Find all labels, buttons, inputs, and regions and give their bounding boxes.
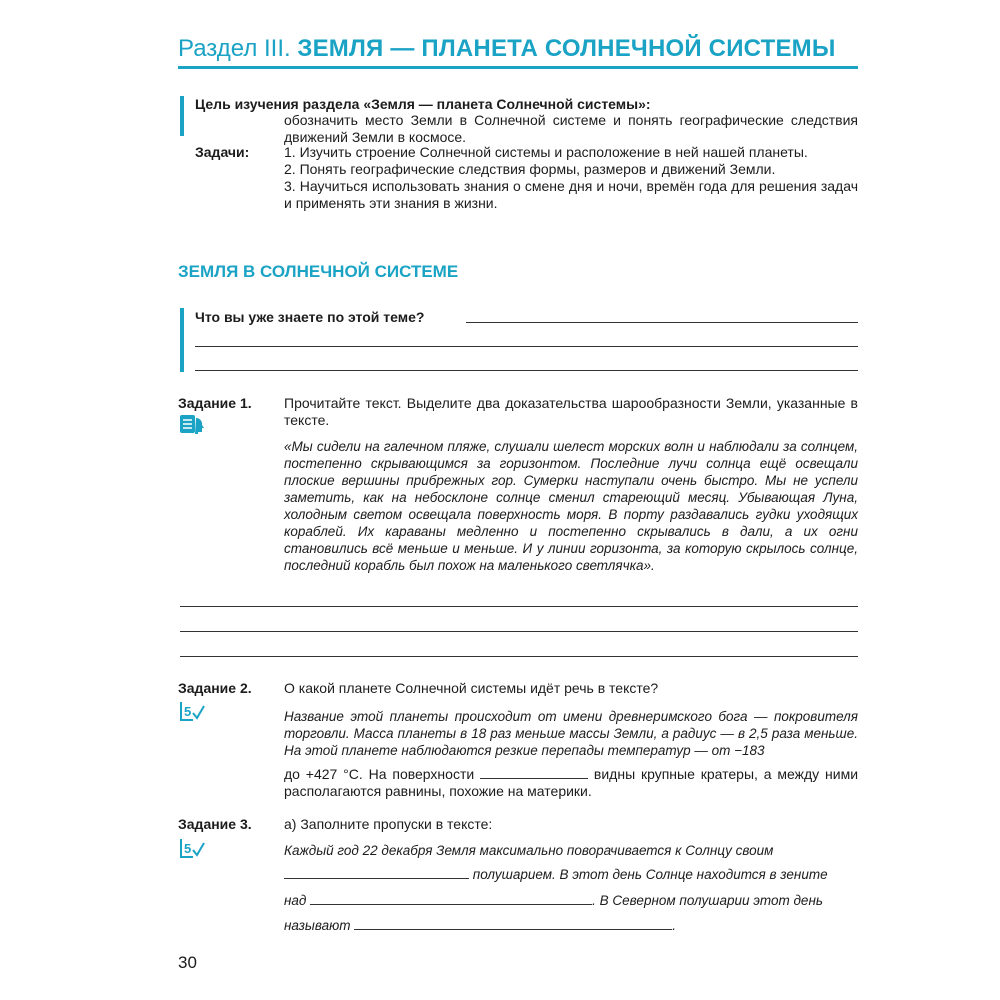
task2-text-part2a: до +427 °С. На поверхности [284,766,475,782]
task2-text-part2b: видны крупные кратеры, а между ними располагаются равнины, похожие на материки. [284,766,859,799]
fill-blank[interactable] [310,892,592,905]
section-title [178,34,836,64]
task2-text-part2 [284,766,858,800]
task1-quote: «Мы сидели на галечном пляже, слушали шелест морских волн и наблюдали за солнцем, постепенно скрывающимся за горизонтом. Последние лучи солнца ещё освещали плоские вершины прибрежных гор. Сумерки наступали очень быстро. Мы не успели заметить, как на небосклоне солнце сменил стареющий месяц. Убывающая Луна, холодным светом освещала поверхность моря. В порту раздавались гудки уходящих кораблей. Их караваны медленно и постепенно скрывались в дали, а их огни становились всё меньше и меньше. И у линии горизонта, за которую скрылось солнце, последний корабль был похож на маленького светлячка». [284,439,858,573]
task3-line4b: . [672,918,677,933]
task3-line3b: . В Северном полушарии этот день [592,893,823,908]
section-main-title: ЗЕМЛЯ — ПЛАНЕТА СОЛНЕЧНОЙ СИСТЕМЫ [297,35,836,62]
answer-line[interactable] [180,631,858,632]
section-prefix: Раздел III. [178,35,291,62]
tasks-list [284,144,858,212]
fill-blank[interactable] [284,866,469,879]
task3-line1: Каждый год 22 декабря Земля максимально поворачивается к Солнцу своим [284,843,774,858]
task-item: 2. Понять географические следствия формы, размеров и движений Земли. [284,161,776,177]
answer-line[interactable] [180,606,858,607]
subsection-title: ЗЕМЛЯ В СОЛНЕЧНОЙ СИСТЕМЕ [178,262,459,281]
check-5-icon [179,838,205,860]
task3-line4-row [284,917,858,934]
task3-label: Задание 3. [178,816,252,832]
answer-line[interactable] [466,322,858,323]
task1-label: Задание 1. [178,395,252,411]
answer-line[interactable] [195,346,858,347]
task3-question: а) Заполните пропуски в тексте: [284,816,493,832]
reading-icon [179,414,205,436]
task3-line4a: называют [284,918,351,933]
task-item: 1. Изучить строение Солнечной системы и расположение в ней нашей планеты. [284,144,808,160]
tasks-label: Задачи: [195,144,250,160]
fill-blank[interactable] [480,766,588,779]
check-5-icon [179,701,205,723]
question-accent-bar [180,308,184,372]
answer-line[interactable] [180,656,858,657]
svg-text:5: 5 [184,841,192,856]
goal-title: Цель изучения раздела «Земля — планета Солнечной системы»: [195,96,651,112]
task2-label: Задание 2. [178,680,252,696]
task3-line3-row [284,892,858,909]
prior-knowledge-question: Что вы уже знаете по этой теме? [195,309,425,325]
fill-blank[interactable] [354,917,672,930]
task3-line3a: над [284,893,307,908]
svg-text:5: 5 [184,704,192,719]
section-rule [178,66,858,69]
answer-line[interactable] [195,370,858,371]
page-number: 30 [178,953,197,972]
task3-line2: полушарием. В этот день Солнце находится в зените [472,867,828,882]
goal-text: обозначить место Земли в Солнечной системе и понять географические следствия движений Земли в космосе. [284,112,858,145]
task-item: 3. Научиться использовать знания о смене дня и ночи, времён года для решения задач и применять эти знания в жизни. [284,178,858,211]
goal-accent-bar [180,96,184,136]
task1-text: Прочитайте текст. Выделите два доказательства шарообразности Земли, указанные в тексте. [284,395,858,428]
task2-question: О какой планете Солнечной системы идёт речь в тексте? [284,680,659,696]
task2-text-part1: Название этой планеты происходит от имени древнеримского бога — покровителя торговли. Масса планеты в 18 раз меньше массы Земли, а радиус — в 2,5 раза меньше. На этой планете наблюдаются резкие перепады температур — от −183 [284,709,858,758]
task3-line2-row [284,866,858,883]
